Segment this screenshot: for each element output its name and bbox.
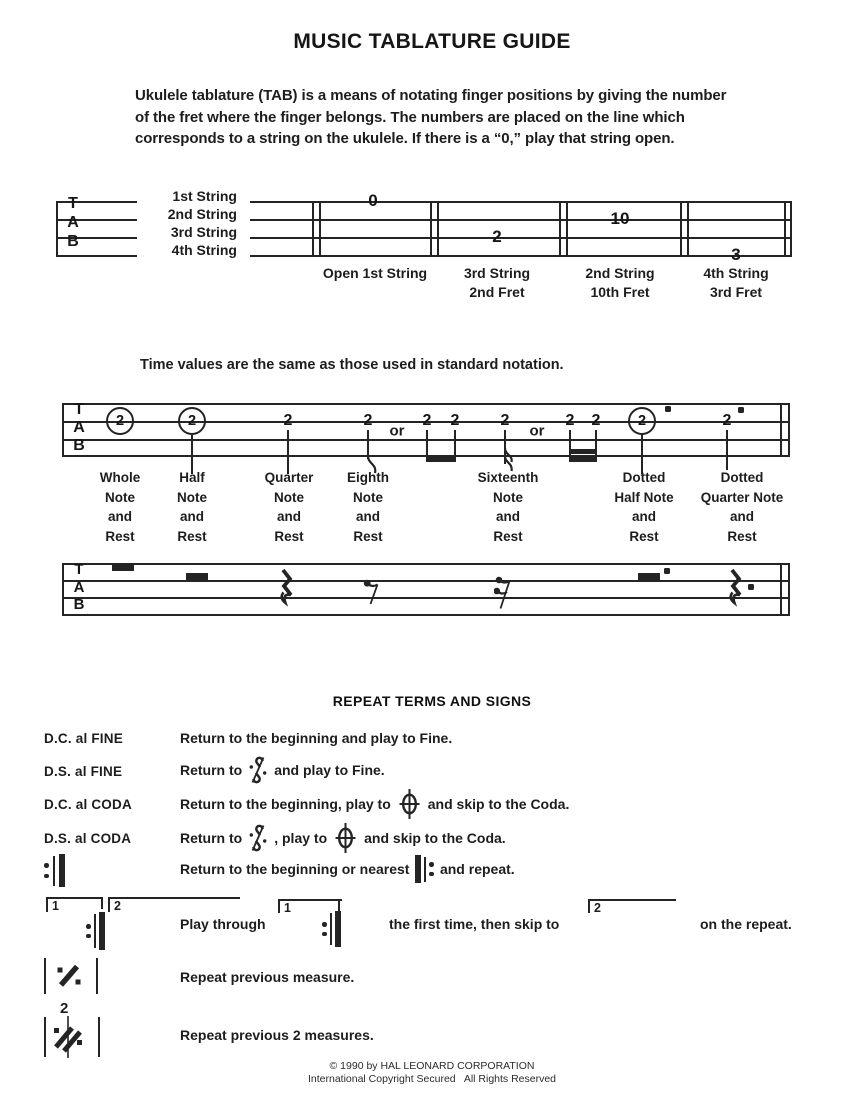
note-caption: Whole Note and Rest — [99, 470, 141, 544]
augmentation-dot — [748, 584, 754, 590]
barline — [62, 563, 64, 616]
beam — [426, 456, 456, 462]
note-number: 2 — [422, 412, 432, 429]
staff-line — [62, 597, 790, 599]
note-number: 2 — [722, 412, 732, 429]
barline — [559, 201, 561, 257]
note-caption: Eighth Note and Rest — [347, 470, 389, 544]
barline — [319, 201, 321, 257]
note-number: 2 — [591, 412, 601, 429]
or-label: or — [529, 422, 545, 440]
note-number: 2 — [450, 412, 460, 429]
note-number: 2 — [565, 412, 575, 429]
intro-line: corresponds to a string on the ukulele. If there is a “0,” play that string open. — [135, 130, 675, 147]
second-ending-bracket — [108, 897, 240, 912]
staff-line — [62, 580, 790, 582]
tab-letter: A — [73, 419, 85, 436]
half-rest-icon — [186, 573, 208, 580]
tab-letter: T — [68, 195, 78, 212]
whole-rest-icon — [112, 564, 134, 571]
note-caption: Half Note and Rest — [177, 470, 207, 544]
note-circle — [178, 407, 206, 435]
fret-number: 2 — [492, 227, 502, 246]
barline — [312, 201, 314, 257]
repeat-dots — [429, 862, 434, 876]
repeat-term: D.S. al CODA — [44, 831, 132, 846]
tab-letter: A — [67, 214, 79, 231]
note-circle — [106, 407, 134, 435]
barline — [56, 201, 58, 257]
page-title: MUSIC TABLATURE GUIDE — [293, 30, 571, 53]
string-label: 4th String — [171, 242, 237, 258]
repeat-term: D.C. al FINE — [44, 731, 123, 746]
barline — [680, 201, 682, 257]
intro-line: Ukulele tablature (TAB) is a means of notating finger positions by giving the number — [135, 87, 727, 104]
copyright-line: International Copyright Secured All Rights Reserved — [307, 1073, 557, 1085]
note-caption: Quarter Note and Rest — [264, 470, 314, 544]
fret-number: 0 — [368, 191, 378, 210]
note-caption: Dotted Quarter Note and Rest — [700, 470, 784, 544]
repeat-description: the first time, then skip to — [389, 916, 560, 932]
stem — [367, 430, 369, 459]
segno-icon — [249, 824, 267, 852]
repeat-description: Return to , play to and skip to the Coda. — [180, 822, 506, 854]
bracket-tick — [338, 899, 340, 911]
staff-line — [62, 563, 790, 565]
barline — [780, 403, 782, 457]
tab-letter: T — [74, 401, 84, 418]
begin-repeat-sign — [415, 855, 434, 883]
barline — [44, 1017, 46, 1057]
time-values-note: Time values are the same as those used in standard notation. — [140, 357, 564, 373]
repeat-dots — [322, 922, 327, 936]
ending-number: 2 — [114, 899, 121, 913]
barline — [430, 201, 432, 257]
staff-line — [250, 237, 792, 239]
string-label: 1st String — [172, 188, 237, 204]
half-rest-icon — [638, 573, 660, 580]
note-circle — [628, 407, 656, 435]
repeat-description: Play through — [180, 916, 266, 932]
staff-line — [250, 255, 792, 257]
ending-number: 2 — [594, 901, 601, 915]
barline — [780, 563, 782, 616]
barline — [788, 403, 790, 457]
ending-number: 1 — [52, 899, 59, 913]
repeat-dots — [86, 924, 91, 938]
end-repeat-sign — [322, 911, 341, 947]
beam — [569, 449, 597, 454]
fret-number: 3 — [731, 245, 741, 264]
note-number: 2 — [363, 412, 373, 429]
second-ending-bracket — [588, 899, 676, 913]
ending-number: 1 — [284, 901, 291, 915]
repeat-description: on the repeat. — [700, 916, 792, 932]
repeat-section-heading: REPEAT TERMS AND SIGNS — [332, 693, 532, 709]
quarter-rest-icon — [278, 569, 294, 607]
tab-clef — [68, 561, 90, 614]
barline — [784, 201, 786, 257]
tab-letter: B — [67, 233, 79, 250]
repeat-description: Return to and play to Fine. — [180, 755, 385, 785]
augmentation-dot — [664, 568, 670, 574]
tab-letter: A — [73, 578, 85, 596]
tab-letter: T — [74, 561, 84, 578]
barline — [790, 201, 792, 257]
repeat-description: Repeat previous 2 measures. — [180, 1027, 374, 1043]
note-caption: 3rd String 2nd Fret — [463, 265, 531, 300]
staff-line — [250, 219, 792, 221]
string-label: 3rd String — [170, 224, 237, 240]
barline — [96, 958, 98, 994]
measure-count: 2 — [60, 1000, 69, 1017]
note-caption: Open 1st String — [322, 265, 428, 281]
simile-icon — [56, 963, 82, 989]
tab-clef — [60, 194, 86, 251]
note-number: 2 — [187, 413, 197, 429]
barline — [44, 958, 46, 994]
sixteenth-rest-icon — [494, 573, 514, 610]
augmentation-dot — [665, 406, 671, 412]
end-repeat-sign — [86, 912, 105, 950]
note-caption: 2nd String 10th Fret — [585, 265, 655, 300]
note-number: 2 — [637, 413, 647, 429]
fret-number: 10 — [610, 209, 630, 228]
stem — [454, 430, 456, 458]
barline — [62, 403, 64, 457]
barline — [98, 1017, 100, 1057]
end-repeat-sign — [44, 854, 65, 887]
repeat-description: Repeat previous measure. — [180, 969, 355, 985]
beam — [569, 457, 597, 462]
intro-paragraph — [135, 85, 735, 150]
augmentation-dot — [738, 407, 744, 413]
segno-icon — [249, 756, 267, 784]
note-number: 2 — [115, 413, 125, 429]
note-caption: Dotted Half Note and Rest — [614, 470, 674, 544]
barline — [687, 201, 689, 257]
tab-letter: B — [73, 437, 85, 454]
quarter-rest-icon — [727, 569, 743, 607]
staff-line — [62, 614, 790, 616]
coda-icon — [334, 822, 357, 854]
coda-icon — [398, 788, 421, 820]
copyright-line: © 1990 by HAL LEONARD CORPORATION — [329, 1060, 535, 1072]
repeat-description: Return to the beginning or nearest and repeat. — [180, 852, 515, 886]
repeat-description: Return to the beginning and play to Fine. — [180, 730, 453, 746]
barline — [788, 563, 790, 616]
stem — [726, 430, 728, 470]
repeat-dots — [44, 863, 49, 878]
note-number: 2 — [500, 412, 510, 429]
intro-line: of the fret where the finger belongs. The numbers are placed on the line which — [135, 108, 685, 126]
tab-clef — [68, 401, 90, 455]
repeat-term: D.C. al CODA — [44, 797, 132, 812]
note-caption: 4th String 3rd Fret — [703, 265, 769, 300]
staff-line — [56, 255, 137, 257]
repeat-term: D.S. al FINE — [44, 764, 123, 779]
string-label: 2nd String — [167, 206, 237, 222]
double-simile-icon — [52, 1016, 84, 1058]
staff-line — [250, 201, 792, 203]
note-caption: Sixteenth Note and Rest — [477, 470, 539, 544]
stem — [426, 430, 428, 458]
repeat-description: Return to the beginning, play to and skip to the Coda. — [180, 788, 569, 820]
bracket-tick — [101, 897, 103, 909]
barline — [566, 201, 568, 257]
or-label: or — [389, 422, 405, 440]
eighth-rest-icon — [363, 577, 383, 605]
staff-line — [62, 403, 790, 405]
barline — [437, 201, 439, 257]
note-number: 2 — [283, 412, 293, 429]
tab-letter: B — [73, 596, 85, 613]
